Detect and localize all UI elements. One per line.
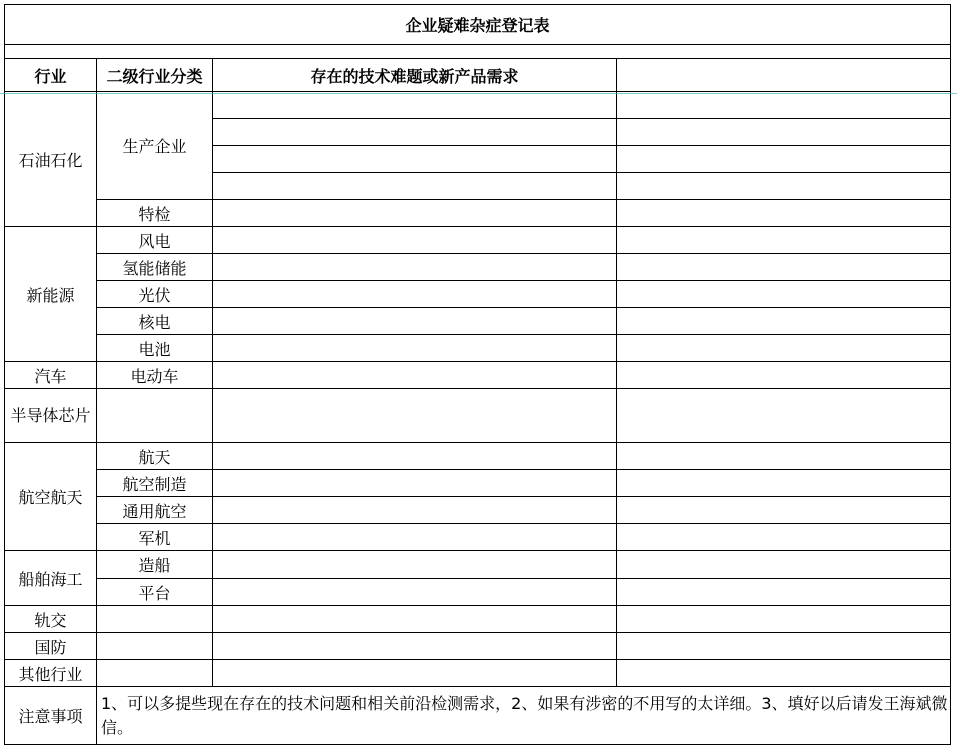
extra-cell[interactable] [617,254,951,281]
extra-cell[interactable] [617,633,951,660]
extra-cell[interactable] [617,443,951,470]
sub-aviation-mfg: 航空制造 [97,470,213,497]
table-row [5,497,951,524]
problem-cell[interactable] [213,443,617,470]
extra-cell[interactable] [617,173,951,200]
extra-cell[interactable] [617,308,951,335]
sub-empty[interactable] [97,660,213,687]
extra-cell[interactable] [617,227,951,254]
sub-production: 生产企业 [97,92,213,200]
table-row [5,579,951,606]
table-row [5,281,951,308]
table-row [5,308,951,335]
sub-special-inspection: 特检 [97,200,213,227]
problem-cell[interactable] [213,660,617,687]
extra-cell[interactable] [617,362,951,389]
table-row [5,254,951,281]
selection-guide-line [0,93,957,94]
table-row [5,606,951,633]
problem-cell[interactable] [213,119,617,146]
problem-cell[interactable] [213,146,617,173]
notes-text: 1、可以多提些现在存在的技术问题和相关前沿检测需求，2、如果有涉密的不用写的太详细。3、填好以后请发王海斌微信。 [97,687,951,745]
table-row [5,524,951,551]
sub-nuclear: 核电 [97,308,213,335]
problem-cell[interactable] [213,254,617,281]
table-row [5,362,951,389]
industry-other: 其他行业 [5,660,97,687]
industry-petrochem: 石油石化 [5,92,97,227]
table-row [5,227,951,254]
industry-shipbuilding: 船舶海工 [5,551,97,606]
sub-ev: 电动车 [97,362,213,389]
header-industry: 行业 [5,59,97,92]
notes-row [5,687,951,745]
table-title: 企业疑难杂症登记表 [5,5,951,45]
sub-military-aircraft: 军机 [97,524,213,551]
extra-cell[interactable] [617,281,951,308]
spacer-cell [5,45,951,59]
extra-cell[interactable] [617,579,951,606]
industry-semiconductor: 半导体芯片 [5,389,97,443]
table-row [5,335,951,362]
industry-aerospace: 航空航天 [5,443,97,551]
table-row [5,470,951,497]
sub-battery: 电池 [97,335,213,362]
table-row [5,551,951,579]
extra-cell[interactable] [617,335,951,362]
problem-cell[interactable] [213,92,617,119]
extra-cell[interactable] [617,524,951,551]
table-row [5,389,951,443]
problem-cell[interactable] [213,173,617,200]
registration-table [4,4,951,745]
sub-empty[interactable] [97,389,213,443]
sub-shipbuilding: 造船 [97,551,213,579]
header-sub-category: 二级行业分类 [97,59,213,92]
problem-cell[interactable] [213,389,617,443]
extra-cell[interactable] [617,606,951,633]
header-problems: 存在的技术难题或新产品需求 [213,59,617,92]
problem-cell[interactable] [213,579,617,606]
problem-cell[interactable] [213,227,617,254]
sub-platform: 平台 [97,579,213,606]
spacer-row [5,45,951,59]
problem-cell[interactable] [213,524,617,551]
title-row [5,5,951,45]
extra-cell[interactable] [617,200,951,227]
header-row [5,59,951,92]
extra-cell[interactable] [617,92,951,119]
extra-cell[interactable] [617,551,951,579]
problem-cell[interactable] [213,606,617,633]
industry-auto: 汽车 [5,362,97,389]
notes-label: 注意事项 [5,687,97,745]
sub-solar: 光伏 [97,281,213,308]
problem-cell[interactable] [213,281,617,308]
problem-cell[interactable] [213,633,617,660]
table-row [5,200,951,227]
extra-cell[interactable] [617,660,951,687]
sub-empty[interactable] [97,633,213,660]
sub-space: 航天 [97,443,213,470]
extra-cell[interactable] [617,497,951,524]
problem-cell[interactable] [213,551,617,579]
table-row [5,92,951,119]
problem-cell[interactable] [213,497,617,524]
sub-general-aviation: 通用航空 [97,497,213,524]
header-extra [617,59,951,92]
table-row [5,443,951,470]
extra-cell[interactable] [617,146,951,173]
sub-wind: 风电 [97,227,213,254]
table-row [5,660,951,687]
industry-defense: 国防 [5,633,97,660]
problem-cell[interactable] [213,308,617,335]
table-row [5,633,951,660]
problem-cell[interactable] [213,335,617,362]
problem-cell[interactable] [213,200,617,227]
extra-cell[interactable] [617,119,951,146]
sub-hydrogen: 氢能储能 [97,254,213,281]
industry-rail: 轨交 [5,606,97,633]
sub-empty[interactable] [97,606,213,633]
industry-new-energy: 新能源 [5,227,97,362]
extra-cell[interactable] [617,470,951,497]
extra-cell[interactable] [617,389,951,443]
problem-cell[interactable] [213,470,617,497]
problem-cell[interactable] [213,362,617,389]
